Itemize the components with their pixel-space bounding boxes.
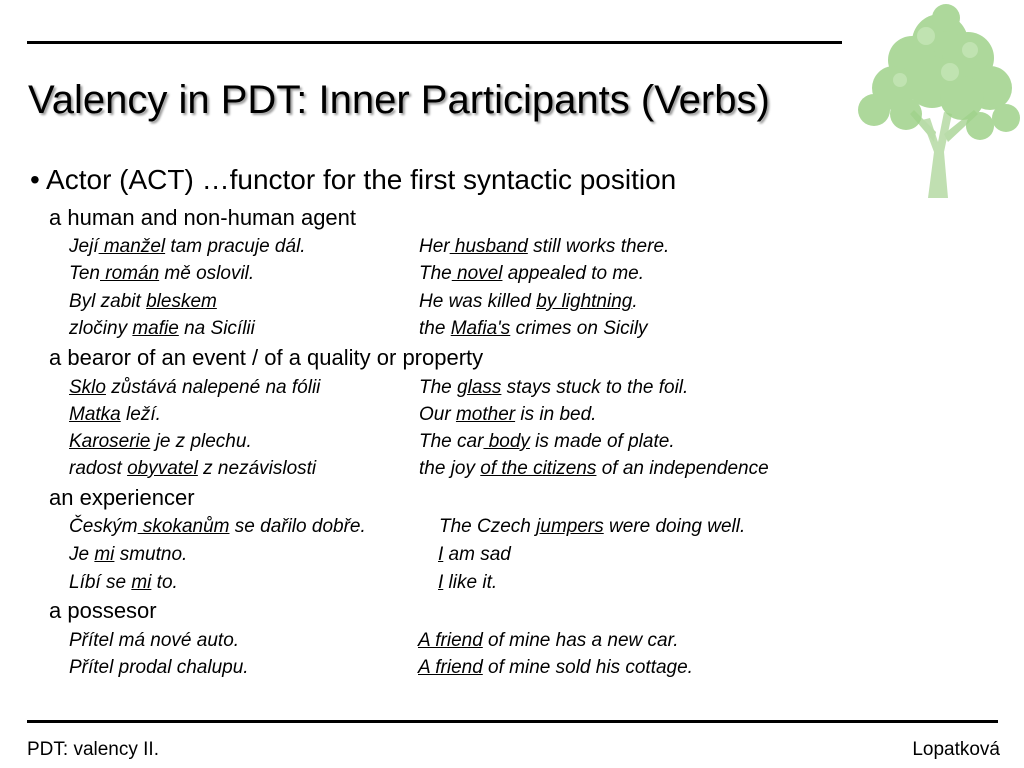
example-cz: Líbí se mi to. [69,572,178,593]
example-cz: Matka leží. [69,404,161,425]
example-en: The glass stays stuck to the foil. [419,377,689,398]
bottom-rule [27,720,998,723]
example-en: The novel appealed to me. [419,263,644,284]
example-en: The car body is made of plate. [419,431,675,452]
example-cz: Sklo zůstává nalepené na fólii [69,377,321,398]
footer-right: Lopatková [912,739,1000,760]
actor-bullet: • Actor (ACT) …functor for the first syntactic position [30,164,677,195]
example-en: the Mafia's crimes on Sicily [419,318,648,339]
example-cz: Byl zabit bleskem [69,291,217,312]
example-cz: radost obyvatel z nezávislosti [69,458,317,479]
slide-title: Valency in PDT: Inner Participants (Verbs) [28,78,770,122]
tree-illustration [850,2,1024,200]
example-cz: Přítel prodal chalupu. [69,657,249,678]
example-cz: Je mi smutno. [69,544,188,565]
section-heading-possesor: a possesor [49,598,157,623]
example-en: the joy of the citizens of an independence [419,458,769,479]
example-cz: Ten román mě oslovil. [69,263,255,284]
example-cz: Její manžel tam pracuje dál. [69,236,306,257]
example-en: A friend of mine has a new car. [418,630,679,651]
example-en: I like it. [438,572,498,593]
example-cz: Přítel má nové auto. [69,630,240,651]
section-heading-agent: a human and non-human agent [49,205,357,230]
section-heading-experiencer: an experiencer [49,485,195,510]
top-rule [27,41,842,44]
example-en: Our mother is in bed. [419,404,597,425]
example-en: A friend of mine sold his cottage. [418,657,693,678]
example-cz: zločiny mafie na Sicílii [69,318,255,339]
example-en: The Czech jumpers were doing well. [439,516,746,537]
example-en: I am sad [438,544,511,565]
example-cz: Českým skokanům se dařilo dobře. [69,516,366,537]
example-en: Her husband still works there. [419,236,670,257]
section-heading-bearor: a bearor of an event / of a quality or property [49,345,484,370]
footer-left: PDT: valency II. [27,739,159,760]
example-en: He was killed by lightning. [419,291,638,312]
example-cz: Karoserie je z plechu. [69,431,252,452]
